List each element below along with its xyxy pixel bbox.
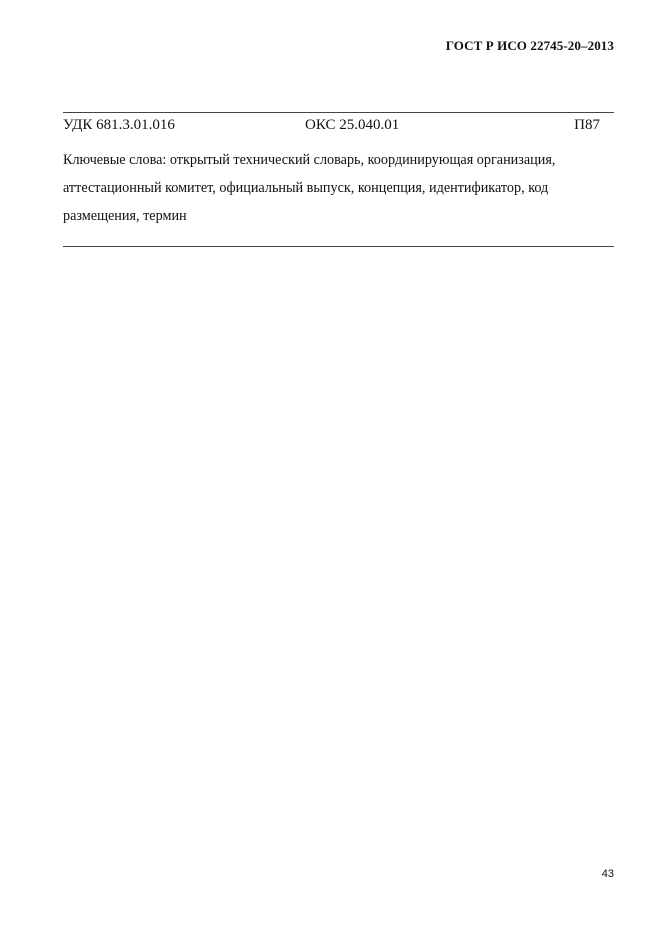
category-code: П87 <box>574 117 600 133</box>
udk-code: УДК 681.3.01.016 <box>63 117 175 133</box>
bottom-divider <box>63 246 614 247</box>
page-number: 43 <box>601 868 614 880</box>
oks-code: ОКС 25.040.01 <box>305 117 400 133</box>
classification-row <box>63 115 600 135</box>
top-divider <box>63 112 614 113</box>
keywords-paragraph: Ключевые слова: открытый технический словарь, координирующая организация, аттестационный комитет, официальный выпуск, концепция, идентификатор, код размещения, термин <box>63 152 556 224</box>
document-code-header: ГОСТ Р ИСО 22745-20–2013 <box>445 38 614 53</box>
